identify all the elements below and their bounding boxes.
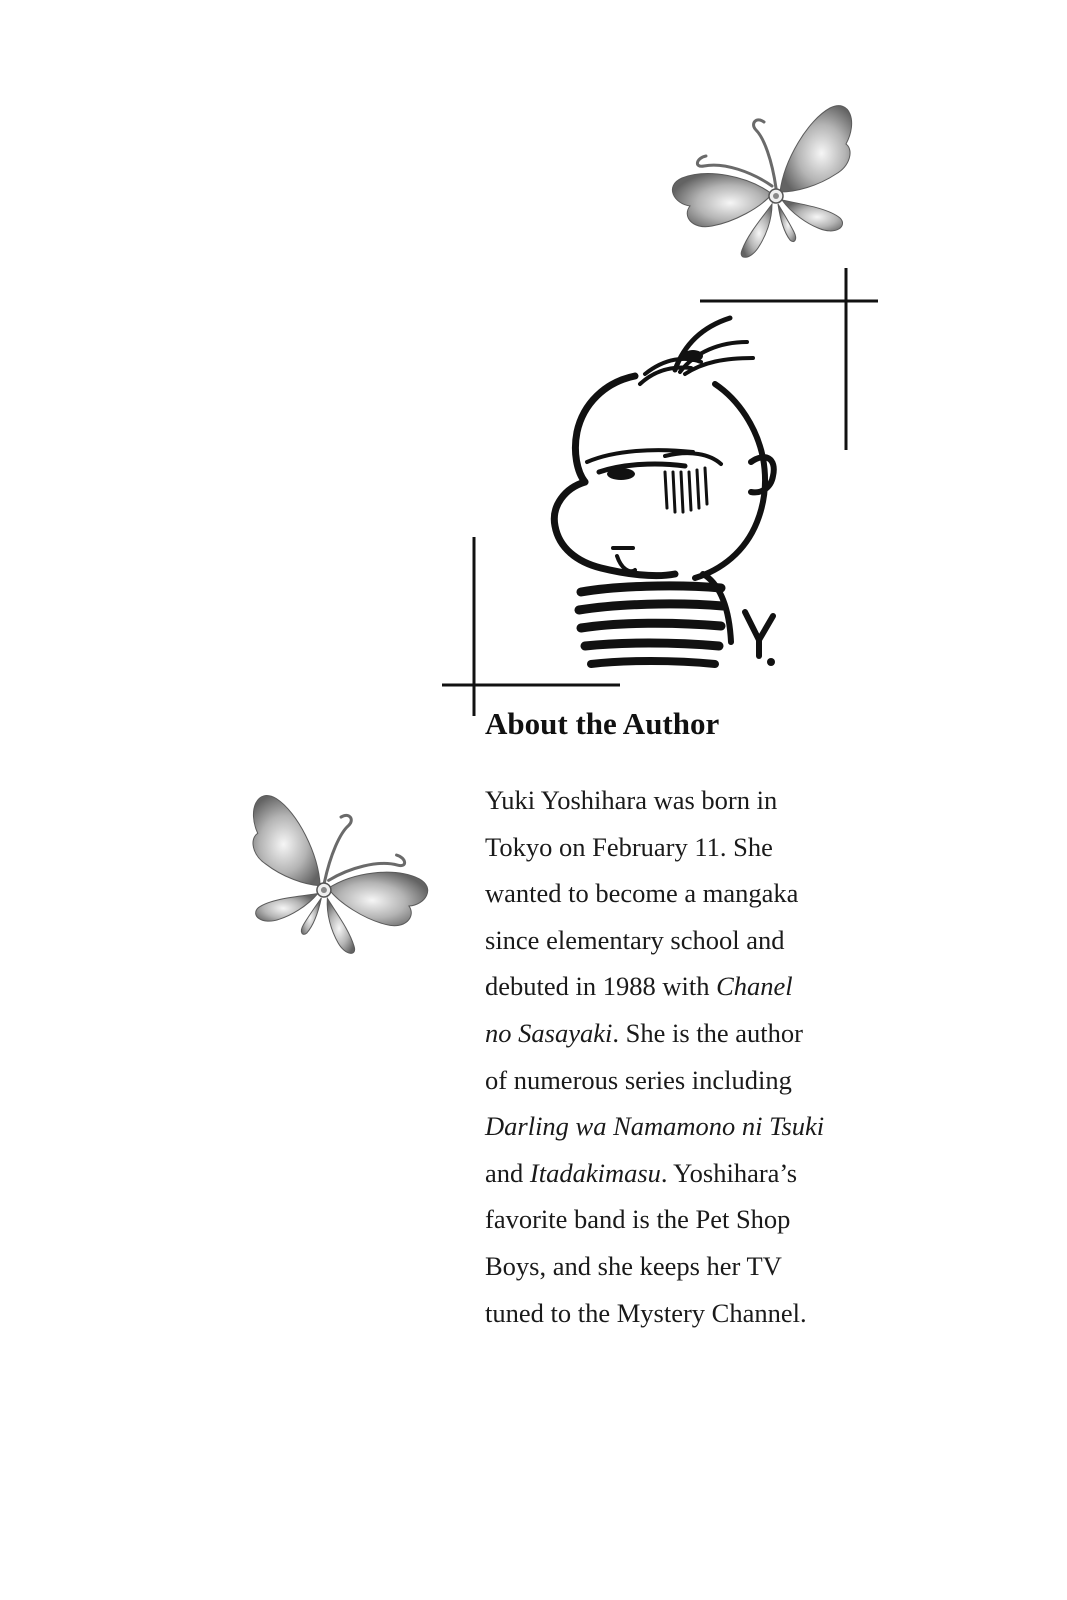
title-darling: Darling wa Namamono ni Tsuki [485, 1111, 825, 1142]
author-self-portrait [525, 312, 795, 677]
bio-line: favorite band is the Pet Shop [485, 1204, 791, 1235]
bio-line: since elementary school and [485, 924, 785, 955]
bio-text: . She is the author [612, 1017, 803, 1048]
title-itadakimasu: Itadakimasu [529, 1157, 661, 1188]
bio-text: debuted in 1988 with [485, 971, 717, 1002]
bio-line: wanted to become a mangaka [485, 878, 799, 909]
title-chanel: Chanel [716, 971, 793, 1002]
bio-line [485, 1103, 905, 1150]
butterfly-icon [238, 789, 439, 962]
bio-line [485, 1150, 905, 1197]
bio-line: Boys, and she keeps her TV [485, 1250, 782, 1281]
bio-line: Tokyo on February 11. She [485, 831, 773, 862]
bio-text: and [485, 1157, 530, 1188]
title-sasayaki: no Sasayaki [485, 1017, 613, 1048]
bio-line [485, 1010, 905, 1057]
bio-line [485, 963, 905, 1010]
author-bio [485, 777, 905, 1336]
bio-text: . Yoshihara’s [660, 1157, 798, 1188]
nose [554, 482, 675, 576]
bio-line: tuned to the Mystery Channel. [485, 1297, 807, 1328]
butterfly-icon [668, 100, 858, 260]
page-title: About the Author [485, 706, 720, 741]
bio-line: of numerous series including [485, 1064, 792, 1095]
shirt-stripes [581, 586, 721, 592]
eye [607, 468, 635, 480]
signature [745, 612, 773, 640]
bio-line: Yuki Yoshihara was born in [485, 785, 778, 815]
